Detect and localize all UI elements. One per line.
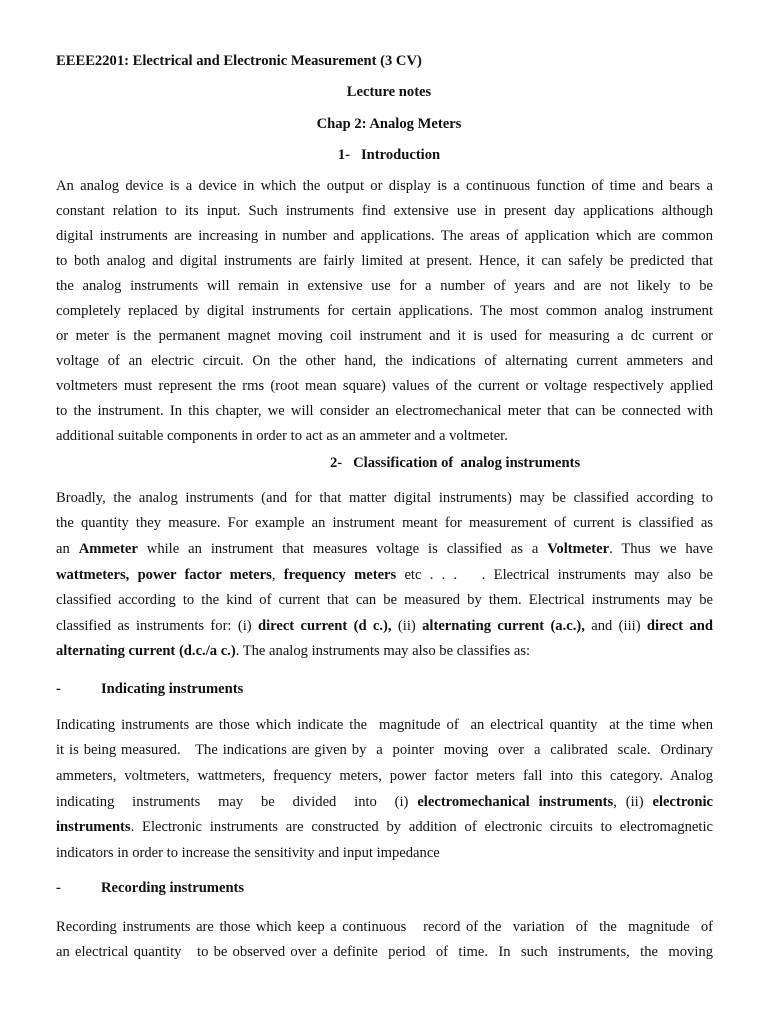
ammeter-term: Ammeter — [78, 541, 138, 557]
text-span: , — [271, 567, 284, 583]
classification-line — [56, 642, 713, 660]
text-span: . Thus we have — [609, 541, 713, 557]
indicating-line — [56, 818, 713, 836]
indicating-line: indicators in order to increase the sensitivity and input impedance — [56, 845, 440, 861]
intro-line: or meter is the permanent magnet moving coil instrument and it is used for measuring a dc current or — [56, 328, 713, 344]
frequency-meters-term: frequency meters — [283, 567, 397, 583]
classification-line: the quantity they measure. For example an instrument meant for measurement of current is classified as — [56, 515, 713, 531]
bullet-dash: - — [56, 681, 61, 697]
indicating-line — [56, 793, 713, 811]
intro-line: voltmeters must represent the rms (root mean square) values of the current or voltage respectively applied — [56, 378, 713, 394]
intro-line: constant relation to its input. Such instruments find extensive use in present day applications although — [56, 203, 713, 219]
classification-line — [56, 566, 713, 584]
alternating-current-term: alternating current (a.c.), — [422, 618, 585, 634]
recording-line: Recording instruments are those which keep a continuous record of the variation of the magnitude of — [56, 919, 713, 935]
instruments-term: instruments — [56, 819, 131, 835]
intro-line: additional suitable components in order to act as an ammeter and a voltmeter. — [56, 428, 508, 444]
section-introduction-heading: 1- Introduction — [337, 147, 441, 163]
indicating-instruments-heading: Indicating instruments — [101, 681, 244, 697]
text-span: and (iii) — [584, 618, 647, 634]
intro-line: completely replaced by digital instruments for certain applications. The most common analog instrument — [56, 303, 713, 319]
text-span: , (ii) — [613, 794, 653, 810]
text-span: an — [56, 541, 79, 557]
electronic-term: electronic — [652, 794, 714, 810]
electromechanical-term: electromechanical instruments — [417, 794, 614, 810]
classification-line: classified according to the kind of current that can be measured by them. Electrical instruments may be — [56, 592, 713, 608]
section-classification-heading: 2- Classification of analog instruments — [330, 455, 581, 471]
recording-instruments-heading: Recording instruments — [101, 880, 245, 896]
recording-line: an electrical quantity to be observed over a definite period of time. In such instruments, the moving — [56, 944, 713, 960]
intro-line: voltage of an electric circuit. On the other hand, the indications of alternating current ammeters and — [56, 353, 713, 369]
chapter-title: Chap 2: Analog Meters — [316, 116, 462, 132]
intro-line: to the instrument. In this chapter, we will consider an electromechanical meter that can be connected with — [56, 403, 713, 419]
indicating-line: it is being measured. The indications are given by a pointer moving over a calibrated scale. Ordinary — [56, 742, 713, 758]
voltmeter-term: Voltmeter — [547, 541, 610, 557]
bullet-dash: - — [56, 880, 61, 896]
text-span: while an instrument that measures voltage is classified as a — [137, 541, 548, 557]
intro-line: the analog instruments will remain in extensive use for a number of years and are not likely to be — [56, 278, 713, 294]
text-span: (ii) — [391, 618, 423, 634]
dc-ac-term: alternating current (d.c./a c.) — [56, 643, 236, 659]
intro-line: digital instruments are increasing in number and applications. The areas of application which are common — [56, 228, 713, 244]
direct-current-term: direct current (d c.), — [257, 618, 392, 634]
classification-line — [56, 617, 713, 635]
text-span: classified as instruments for: (i) — [56, 618, 258, 634]
direct-and-term: direct and — [646, 618, 713, 634]
text-span: . Electronic instruments are constructed by addition of electronic circuits to electromagnetic — [130, 819, 713, 835]
lecture-notes-heading: Lecture notes — [346, 84, 432, 100]
course-title: EEEE2201: Electrical and Electronic Measurement (3 CV) — [56, 53, 422, 69]
text-span: . The analog instruments may also be classifies as: — [235, 643, 531, 659]
text-span: etc . . . . Electrical instruments may also be — [396, 567, 714, 583]
wattmeters-term: wattmeters, power factor meters — [56, 567, 272, 583]
intro-line: to both analog and digital instruments are fairly limited at present. Hence, it can safely be predicted that — [56, 253, 713, 269]
classification-line: Broadly, the analog instruments (and for that matter digital instruments) may be classified according to — [56, 490, 713, 506]
indicating-line: Indicating instruments are those which indicate the magnitude of an electrical quantity at the time when — [56, 717, 713, 733]
classification-line — [56, 540, 713, 558]
intro-line: An analog device is a device in which the output or display is a continuous function of time and bears a — [56, 178, 713, 194]
indicating-line: ammeters, voltmeters, wattmeters, frequency meters, power factor meters fall into this category. Analog — [56, 768, 713, 784]
text-span: indicating instruments may be divided into (i) — [56, 794, 418, 810]
